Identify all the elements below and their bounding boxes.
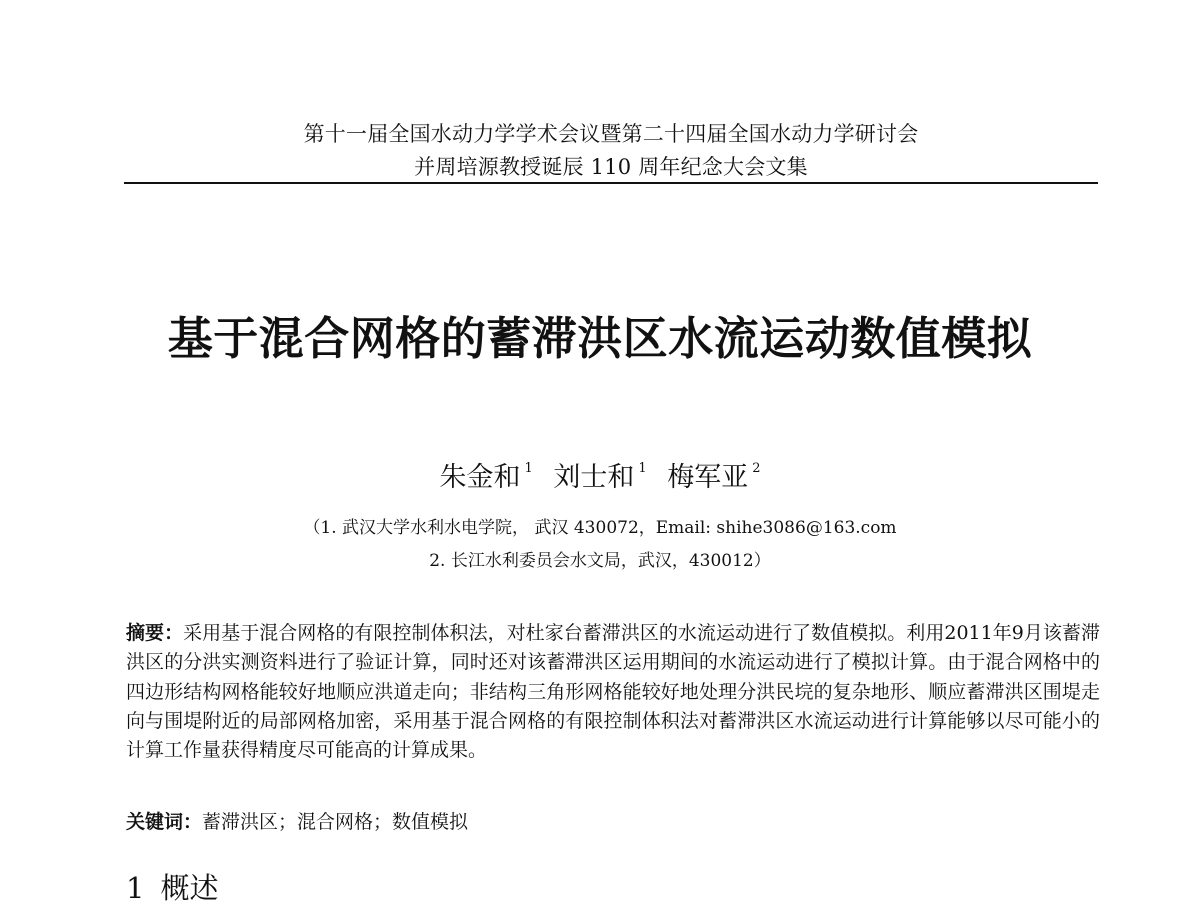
affiliation-block xyxy=(0,512,1200,578)
affiliation-mark: 1 xyxy=(524,461,533,476)
section-number: 1 xyxy=(126,871,145,905)
author-item xyxy=(553,449,646,498)
affiliation-line-2: 2. 长江水利委员会水文局，武汉，430012） xyxy=(429,551,771,571)
affiliation-mark: 1 xyxy=(638,461,647,476)
abstract-text: 采用基于混合网格的有限控制体积法，对杜家台蓄滞洪区的水流运动进行了数值模拟。利用2011年9月该蓄滞洪区的分洪实测资料进行了验证计算，同时还对该蓄滞洪区运用期间的水流运动进行了模拟计算。由于混合网格中的四边形结构网格能较好地顺应洪道走向；非结构三角形网格能较好地处理分洪民垸的复杂地形、顺应蓄滞洪区围堤走向与围堤附近的局部网格加密，采用基于混合网格的有限控制体积法对蓄滞洪区水流运动进行计算能够以尽可能小的计算工作量获得精度尽可能高的计算成果。 xyxy=(126,622,1100,762)
proceedings-header xyxy=(124,118,1098,184)
header-divider xyxy=(124,182,1098,184)
affiliation-line-1: （1. 武汉大学水利水电学院， 武汉 430072，Email: shihe3086@163.com xyxy=(303,518,897,538)
keywords-label: 关键词： xyxy=(126,811,203,833)
author-name: 刘士和 xyxy=(553,462,635,493)
author-list xyxy=(0,449,1200,498)
abstract-label: 摘要： xyxy=(126,622,184,644)
author-name: 朱金和 xyxy=(439,462,521,493)
section-title: 概述 xyxy=(160,871,219,905)
proceedings-title-line-2: 并周培源教授诞辰 110 周年纪念大会文集 xyxy=(414,155,808,179)
abstract xyxy=(126,619,1100,765)
proceedings-title-line-1: 第十一届全国水动力学学术会议暨第二十四届全国水动力学研讨会 xyxy=(303,122,919,146)
paper-title: 基于混合网格的蓄滞洪区水流运动数值模拟 xyxy=(167,312,1033,366)
affiliation-mark: 2 xyxy=(752,461,761,476)
keywords-text: 蓄滞洪区；混合网格；数值模拟 xyxy=(202,811,469,833)
keywords xyxy=(126,808,1100,837)
author-item xyxy=(439,449,532,498)
section-heading xyxy=(126,870,218,906)
author-name: 梅军亚 xyxy=(667,462,749,493)
author-item xyxy=(667,449,760,498)
